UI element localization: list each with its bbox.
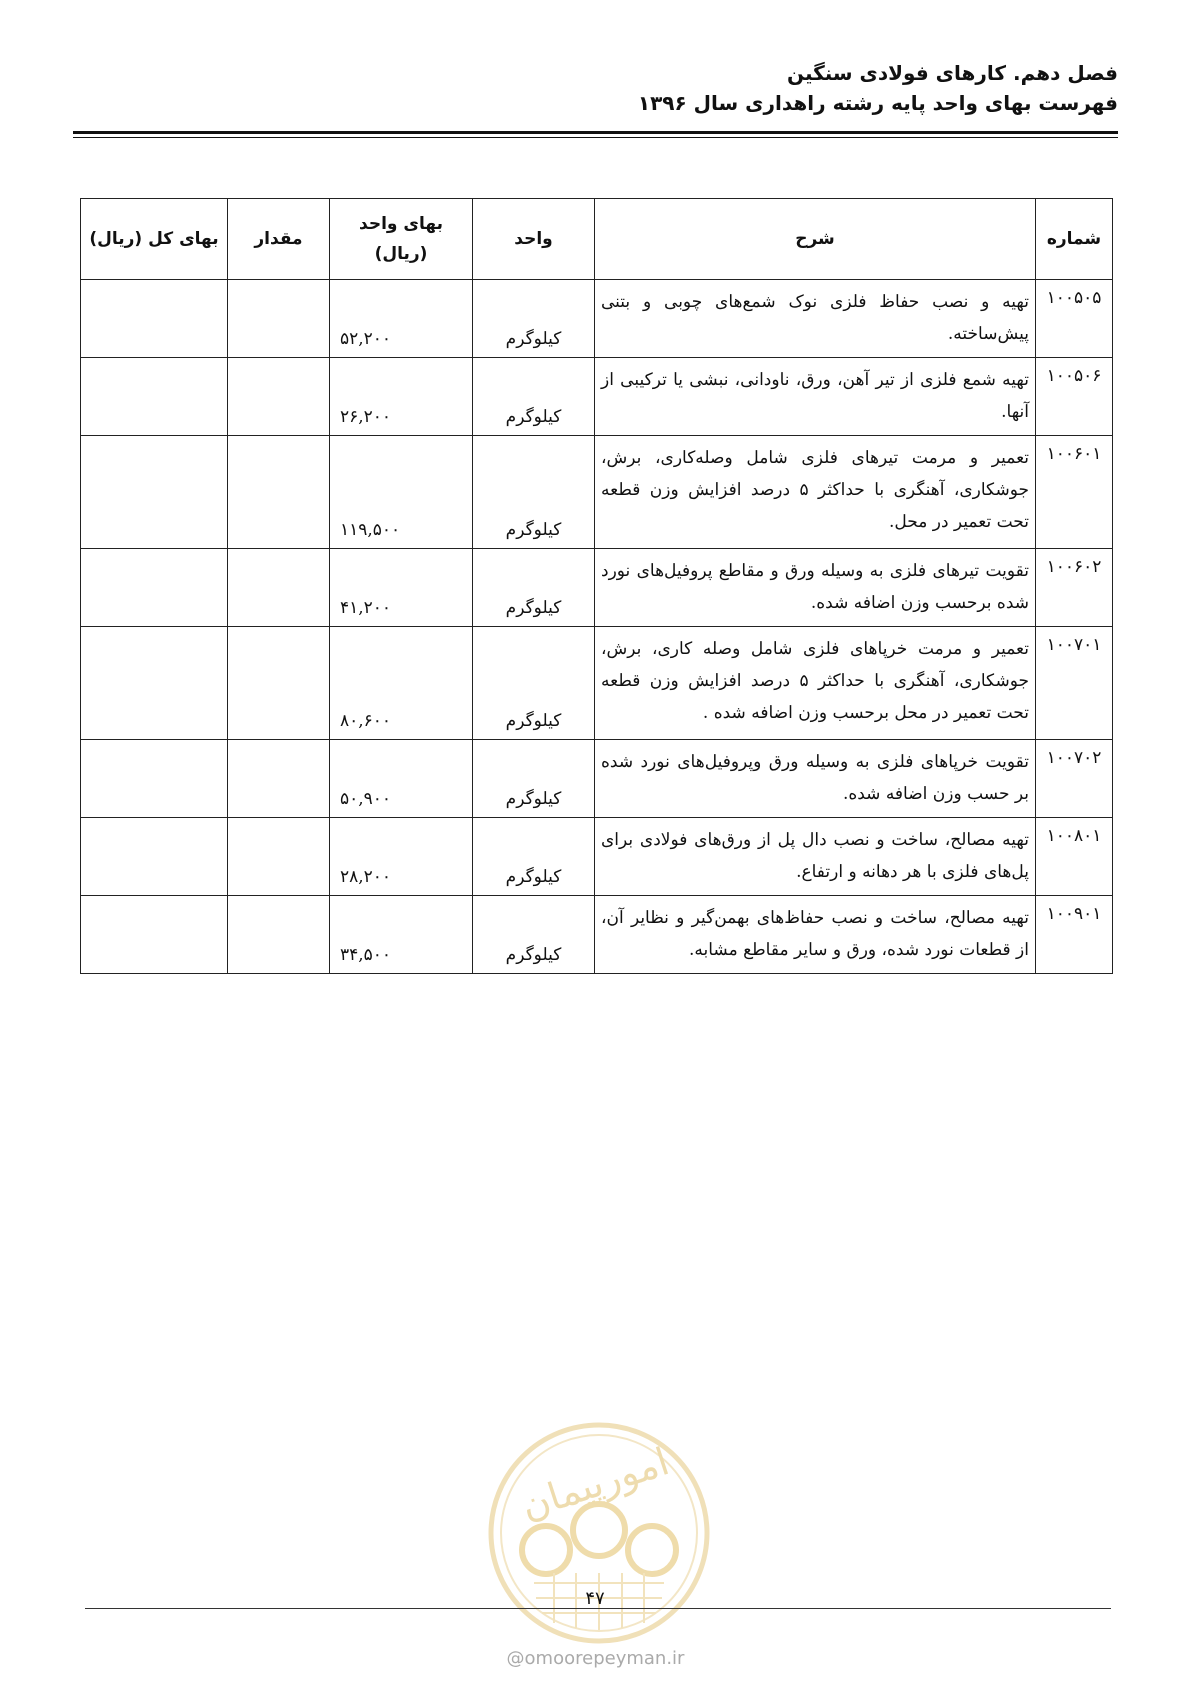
price-table bbox=[80, 198, 1113, 974]
col-header-unit-price bbox=[330, 199, 473, 280]
row-price: ۲۶,۲۰۰ bbox=[330, 358, 473, 436]
watermark-logo-icon bbox=[484, 1418, 714, 1648]
row-unit: کیلوگرم bbox=[473, 627, 595, 740]
table-row bbox=[81, 280, 1113, 358]
row-total bbox=[81, 740, 228, 818]
row-code: ۱۰۰۶۰۲ bbox=[1036, 549, 1113, 627]
row-unit: کیلوگرم bbox=[473, 436, 595, 549]
col-header-description: شرح bbox=[595, 199, 1036, 280]
row-unit: کیلوگرم bbox=[473, 896, 595, 974]
row-total bbox=[81, 436, 228, 549]
row-price: ۳۴,۵۰۰ bbox=[330, 896, 473, 974]
row-description: تقویت خرپاهای فلزی به وسیله ورق وپروفیل‌های نورد شده بر حسب وزن اضافه شده. bbox=[595, 740, 1036, 818]
row-code: ۱۰۰۵۰۶ bbox=[1036, 358, 1113, 436]
table-row bbox=[81, 818, 1113, 896]
row-code: ۱۰۰۷۰۲ bbox=[1036, 740, 1113, 818]
row-code: ۱۰۰۷۰۱ bbox=[1036, 627, 1113, 740]
row-code: ۱۰۰۵۰۵ bbox=[1036, 280, 1113, 358]
row-description: تهیه شمع فلزی از تیر آهن، ورق، ناودانی، نبشی یا ترکیبی از آنها. bbox=[595, 358, 1036, 436]
chapter-title: فصل دهم. کارهای فولادی سنگین bbox=[786, 61, 1118, 85]
header-rule-thick bbox=[73, 131, 1118, 134]
row-total bbox=[81, 358, 228, 436]
row-price: ۵۲,۲۰۰ bbox=[330, 280, 473, 358]
table-row bbox=[81, 358, 1113, 436]
row-code: ۱۰۰۸۰۱ bbox=[1036, 818, 1113, 896]
row-quantity bbox=[228, 896, 330, 974]
row-quantity bbox=[228, 436, 330, 549]
row-total bbox=[81, 896, 228, 974]
table-row bbox=[81, 436, 1113, 549]
row-unit: کیلوگرم bbox=[473, 740, 595, 818]
col-header-total: بهای کل (ریال) bbox=[81, 199, 228, 280]
row-code: ۱۰۰۶۰۱ bbox=[1036, 436, 1113, 549]
page-header bbox=[638, 58, 1118, 118]
row-description: تعمیر و مرمت خرپاهای فلزی شامل وصله کاری، برش، جوشکاری، آهنگری با حداکثر ۵ درصد افزایش وزن قطعه تحت تعمیر در محل برحسب وزن اضافه شده . bbox=[595, 627, 1036, 740]
website-text: omoorepeyman.ir bbox=[524, 1648, 685, 1669]
header-rule-thin bbox=[73, 137, 1118, 138]
row-unit: کیلوگرم bbox=[473, 818, 595, 896]
col-header-unit: واحد bbox=[473, 199, 595, 280]
row-price: ۱۱۹,۵۰۰ bbox=[330, 436, 473, 549]
row-total bbox=[81, 549, 228, 627]
row-unit: کیلوگرم bbox=[473, 358, 595, 436]
table-row bbox=[81, 740, 1113, 818]
document-title: فهرست بهای واحد پایه رشته راهداری سال ۱۳۹۶ bbox=[637, 91, 1118, 115]
row-description: تهیه مصالح، ساخت و نصب دال پل از ورق‌های فولادی برای پل‌های فلزی با هر دهانه و ارتفاع. bbox=[595, 818, 1036, 896]
row-description: تهیه و نصب حفاظ فلزی نوک شمع‌های چوبی و بتنی پیش‌ساخته. bbox=[595, 280, 1036, 358]
row-total bbox=[81, 627, 228, 740]
unit-price-currency: (ریال) bbox=[374, 244, 428, 264]
row-unit: کیلوگرم bbox=[473, 549, 595, 627]
row-code: ۱۰۰۹۰۱ bbox=[1036, 896, 1113, 974]
row-quantity bbox=[228, 627, 330, 740]
row-quantity bbox=[228, 549, 330, 627]
row-description: تهیه مصالح، ساخت و نصب حفاظ‌های بهمن‌گیر و نظایر آن، از قطعات نورد شده، ورق و سایر مقاطع مشابه. bbox=[595, 896, 1036, 974]
watermark-website bbox=[0, 1648, 1191, 1669]
row-price: ۲۸,۲۰۰ bbox=[330, 818, 473, 896]
table-row bbox=[81, 627, 1113, 740]
row-price: ۵۰,۹۰۰ bbox=[330, 740, 473, 818]
row-total bbox=[81, 280, 228, 358]
at-symbol: @ bbox=[506, 1648, 525, 1669]
watermark-brand-text: امورپیمان bbox=[515, 1439, 675, 1529]
table-row bbox=[81, 896, 1113, 974]
col-header-quantity: مقدار bbox=[228, 199, 330, 280]
page-number: ۴۷ bbox=[585, 1588, 605, 1609]
row-price: ۸۰,۶۰۰ bbox=[330, 627, 473, 740]
row-total bbox=[81, 818, 228, 896]
col-header-code: شماره bbox=[1036, 199, 1113, 280]
row-quantity bbox=[228, 818, 330, 896]
row-unit: کیلوگرم bbox=[473, 280, 595, 358]
row-description: تعمیر و مرمت تیرهای فلزی شامل وصله‌کاری، برش، جوشکاری، آهنگری با حداکثر ۵ درصد افزایش وزن قطعه تحت تعمیر در محل. bbox=[595, 436, 1036, 549]
table-row bbox=[81, 549, 1113, 627]
row-description: تقویت تیرهای فلزی به وسیله ورق و مقاطع پروفیل‌های نورد شده برحسب وزن اضافه شده. bbox=[595, 549, 1036, 627]
row-quantity bbox=[228, 280, 330, 358]
row-quantity bbox=[228, 740, 330, 818]
row-price: ۴۱,۲۰۰ bbox=[330, 549, 473, 627]
table-header-row bbox=[81, 199, 1113, 280]
unit-price-label: بهای واحد bbox=[359, 214, 443, 234]
row-quantity bbox=[228, 358, 330, 436]
